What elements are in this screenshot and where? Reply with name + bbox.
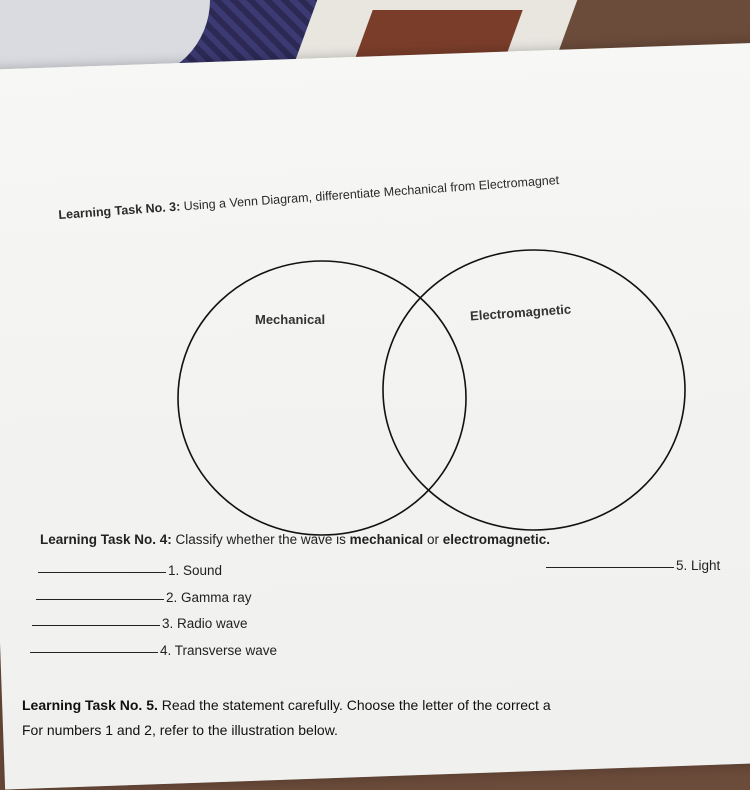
answer-blank[interactable] — [32, 625, 160, 626]
venn-circle-mechanical — [178, 261, 466, 535]
task5-subtext: For numbers 1 and 2, refer to the illustration below. — [22, 722, 338, 738]
task4-text: Classify whether the wave is — [175, 532, 346, 547]
item-label: 5. Light — [676, 558, 721, 573]
venn-label-mechanical: Mechanical — [255, 312, 326, 327]
answer-blank[interactable] — [546, 567, 674, 568]
venn-circle-electromagnetic — [383, 250, 685, 530]
task5-label: Learning Task No. 5. — [22, 697, 158, 713]
item-label: 2. Gamma ray — [166, 590, 252, 605]
task4-item-4 — [30, 643, 277, 658]
task4-or: or — [426, 532, 439, 547]
answer-blank[interactable] — [30, 652, 158, 653]
task3-text: Using a Venn Diagram, differentiate Mechanical from Electromagnet — [183, 172, 560, 214]
task4-item-2 — [36, 590, 252, 605]
task4-heading — [40, 532, 550, 547]
item-label: 1. Sound — [168, 563, 223, 578]
task5-heading — [22, 697, 551, 713]
item-label: 4. Transverse wave — [160, 643, 278, 658]
task4-item-3 — [32, 616, 248, 631]
answer-blank[interactable] — [36, 599, 164, 600]
task4-item-1 — [38, 563, 222, 578]
item-label: 3. Radio wave — [162, 616, 248, 631]
task3-label: Learning Task No. 3: — [58, 199, 181, 222]
task4-electromagnetic: electromagnetic. — [442, 532, 551, 547]
answer-blank[interactable] — [38, 572, 166, 573]
venn-label-electromagnetic: Electromagnetic — [469, 301, 572, 324]
task4-label: Learning Task No. 4: — [40, 532, 172, 547]
task4-item-5 — [546, 558, 720, 573]
task5-text: Read the statement carefully. Choose the letter of the correct a — [161, 697, 551, 713]
task4-mechanical: mechanical — [349, 532, 424, 547]
